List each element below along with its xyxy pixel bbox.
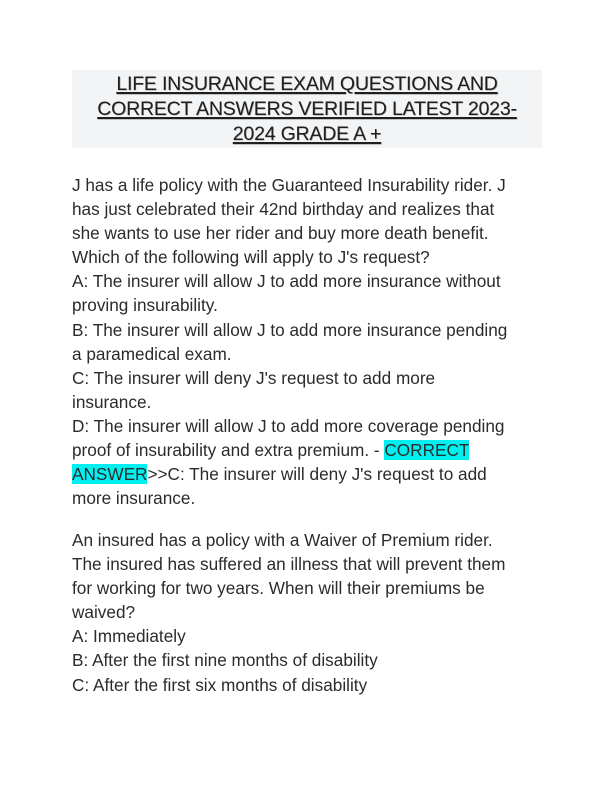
option-b-cont: a paramedical exam. xyxy=(72,343,232,364)
document-title xyxy=(72,72,542,147)
option-a: A: The insurer will allow J to add more insurance without xyxy=(72,271,501,292)
correct-highlight: CORRECT xyxy=(384,440,470,461)
question-line: waived? xyxy=(72,602,136,623)
option-a-cont: proving insurability. xyxy=(72,295,218,316)
title-line: LIFE INSURANCE EXAM QUESTIONS AND xyxy=(116,73,498,95)
option-b: B: After the first nine months of disability xyxy=(72,650,378,671)
question-line: The insured has suffered an illness that will prevent them xyxy=(72,554,506,575)
option-d-text: proof of insurability and extra premium. - xyxy=(72,440,385,461)
question-line: she wants to use her rider and buy more death benefit. xyxy=(72,223,489,244)
option-a: A: Immediately xyxy=(72,626,186,647)
option-c-cont: insurance. xyxy=(72,391,152,412)
option-d-cont xyxy=(72,438,542,462)
question-line: Which of the following will apply to J's request? xyxy=(72,247,430,268)
answer-text: >>C: The insurer will deny J's request to add xyxy=(147,464,487,485)
option-b: B: The insurer will allow J to add more insurance pending xyxy=(72,319,508,340)
answer-line-cont: more insurance. xyxy=(72,488,196,509)
title-line: CORRECT ANSWERS VERIFIED LATEST 2023- xyxy=(97,98,517,120)
question-line: An insured has a policy with a Waiver of Premium rider. xyxy=(72,530,493,550)
answer-highlight: ANSWER xyxy=(72,464,148,485)
title-line: 2024 GRADE A + xyxy=(232,123,382,145)
question-2 xyxy=(72,528,542,697)
question-line: has just celebrated their 42nd birthday and realizes that xyxy=(72,199,495,220)
question-line: for working for two years. When will their premiums be xyxy=(72,578,485,599)
option-c: C: After the first six months of disability xyxy=(72,674,368,695)
option-d: D: The insurer will allow J to add more coverage pending xyxy=(72,415,505,436)
question-1 xyxy=(72,173,542,510)
question-line: J has a life policy with the Guaranteed Insurability rider. J xyxy=(72,175,506,195)
answer-line xyxy=(72,462,542,486)
option-c: C: The insurer will deny J's request to add more xyxy=(72,367,436,388)
